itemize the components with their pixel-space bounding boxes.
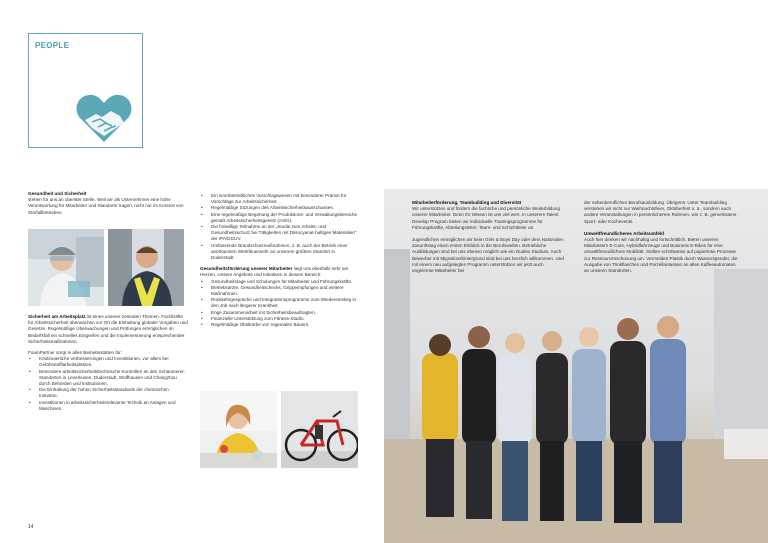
workplace-safety-body: ist eines unserer zentralen Themen. Fachkräfte für Arbeitssicherheit überwachen vor Ort die Einhaltung globaler Vorgaben und Gesetze. Regelmäßige Überwachungen und Prüfungen ermöglichen im Bedarfsfall ein schnelles Eingreifen und die Implementierung entsprechender Sicherheitsmaßnahmen. [28,314,188,344]
people-box [28,33,143,148]
safety-measures-list [28,356,188,412]
health-safety-intro: stehen für uns an oberster Stelle. Weil wir als Unternehmen eine hohe Verantwortung für Mitarbeiter und Standorte tragen, nicht nur im Kontext von Störfallbetrieben. [28,197,184,215]
heading-environment: Umweltfreundlicheres Arbeitsumfeld [584,230,664,236]
heading-health-promotion: Gesundheitsförderung unserer Mitarbeiter [200,266,293,272]
list-item: • Besondere arbeitssicherheitstechnische Kontrollen an den Schäumerei-Standorten in Leverkusen, Duderstadt, Wolfhausen und Changzhou durch Behörden und Institutionen. [28,369,188,388]
heading-workplace-safety: Sicherheit am Arbeitsplatz [28,314,86,319]
photo-lab-worker [28,229,104,306]
foampartner-intro: FoamPartner sorgt in allen Betriebsstätten für: [28,350,122,356]
health-offers-list [200,279,358,329]
heading-employee-development: Mitarbeiterförderung, Teambuilding und Diversität [412,200,522,205]
list-item: • Enge Zusammenarbeit mit Sicherheitsbeauftragten. [200,310,358,316]
list-item: • Die freiwillige Teilnahme an der „Studie zum Arbeits- und Gesundheitsschutz bei Tätigkeiten mit Diisocyanat-haltigen Materialien“ der IPA/DGUV. [200,224,358,243]
list-item: • Finanzielle Unterstützung zum Fitness-Studio. [200,316,358,322]
photo-e-bike [281,391,358,468]
environment-text: Auch hier denken wir nachhaltig und fortschrittlich. Bieten unseren Mitarbeitern E-Cars, Hybridfahrzeuge und Business E-Bikes für eine umweltfreundlichere Mobilität. Stellen schrittweise auf papierlose Prozesse zur Ressourcenschonung um. Vermeiden Plastik durch Wasserspender, die Ausgabe von Trinkflaschen und Porzellantassen an allen Kaffeeautomaten an unseren Standorten. [584,237,738,274]
heading-health-safety: Gesundheit und Sicherheit [28,191,87,196]
list-item: • Die Einhaltung der hohen Sicherheitsstandards der chemischen Industrie. [28,387,188,399]
list-item: • Eine regelmäßige Begehung der Produktions- und Verwaltungsbereiche gemäß Arbeitssicherheitsgesetz (ASiG). [200,212,358,224]
employee-development-p1: Wir unterstützen und fördern die fachliche und persönliche Weiterbildung unserer Mitarbeiter. Denn Ihr Wissen ist uns viel wert. In unserem Talent Develop Program bieten wir individuelle Trainingsprogramme für Führungskräfte, Abteilungsleiter, Team- und Schichtleiter an. [412,206,561,230]
photo-woman-eating-apple [200,391,277,468]
list-item: • Kontinuierliche Verbesserungen und Investitionen, vor allem bei Gefahrstofflarbeitsplätzen. [28,356,188,368]
list-item: • Umfassende Brandschutzmaßnahmen, z. B. auch der Betrieb einer anerkannten Werkfeuerwehr an unserem größten Standort in Duderstadt. [200,243,358,262]
handshake-heart-icon [76,92,132,144]
list-item: • Regelmäßige Obstkörbe von regionalen Bauern. [200,322,358,328]
safety-programs-list [200,193,358,261]
photo-worker-safety-vest [108,229,184,306]
page-number: 14 [28,524,34,530]
employee-development-p2: Jugendlichen ermöglichen wir beim Girls & Boys Day oder dem Nationalen Zukunftstag einen ersten Einblick in die Berufswelten. Betriebliche Ausbildungen sind bei uns ebenso möglich wie ein Duales Studium. Auch Bewerber mit Migrationshintergrund sind bei uns herzlich willkommen. Und mit einem neu aufgelegten Programm unterstützen wir jetzt auch ungelernte Mitarbeiter bei [412,237,564,274]
list-item: • Regelmäßige Sitzungen des Arbeitssicherheitsausschusses. [200,205,358,211]
health-promotion-body: liegt uns ebenfalls sehr am Herzen. Unsere Angebote und Initiativen in diesem Bereich: [200,266,349,278]
employee-development-column [412,200,566,274]
list-item: • Investitionen in arbeitssicherheitsrelevante Technik an Anlagen und Maschinen. [28,400,188,412]
teambuilding-text: der nebenberuflichen Berufsausbildung. Übrigens: Unter Teambuilding verstehen wir nicht nur Weihnachtsfeier, Oktoberfest o. ä., sondern auch andere Veranstaltungen in persönlicherem Rahmen, wie z. B. gemeinsame Sport- oder Kochevents. [584,200,737,224]
people-title: PEOPLE [35,41,70,50]
list-item: • Ein innerbetriebliches Vorschlagswesen mit besonderer Prämie für Vorschläge zur Arbeitssicherheit. [200,193,358,205]
health-safety-column [28,191,188,216]
workplace-safety-text [28,314,188,412]
safety-health-column [200,193,358,328]
list-item: • Betriebsärzte, Gesundheitschecks, Grippeimpfungen und weitere Maßnahmen. [200,285,358,297]
list-item: • Gesundheitstage und Schulungen für Mitarbeiter und Führungskräfte. [200,279,358,285]
environment-column [584,200,741,274]
list-item: • Rückkehrgespräche und Integrationsprogramme zum Wiedereinstieg in den Job nach längerer Krankheit. [200,297,358,309]
